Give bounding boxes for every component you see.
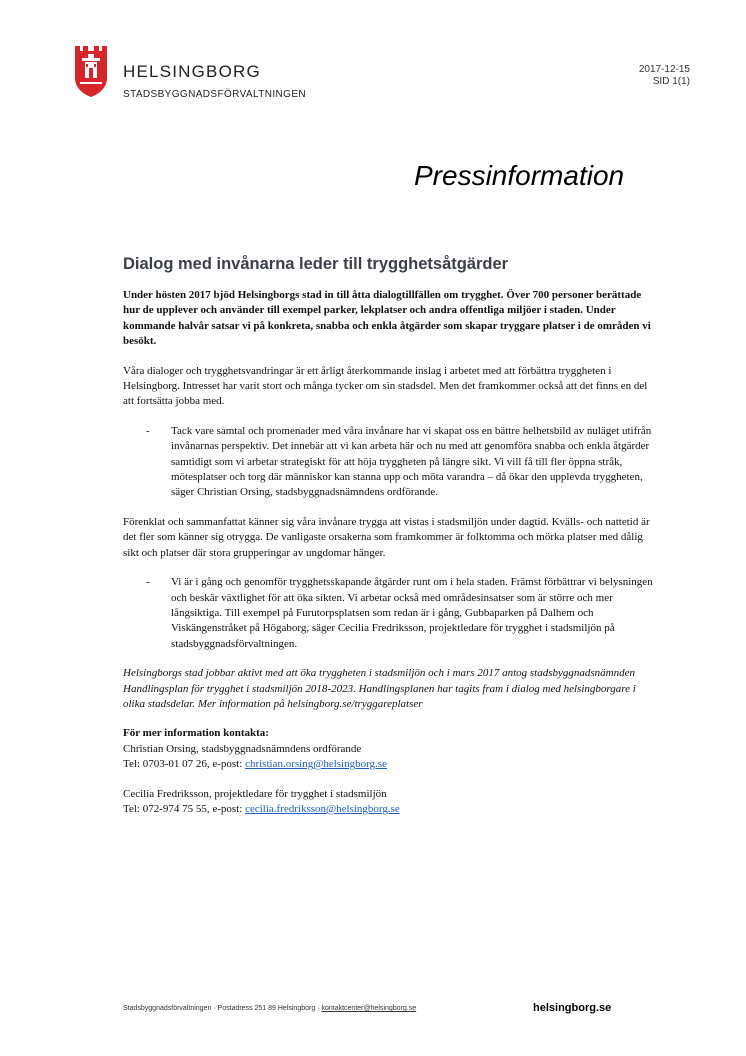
body-paragraph-1: Våra dialoger och trygghetsvandringar är ett årligt återkommande inslag i arbetet med att förbättra tryggheten i Helsingborg. Intresset har varit stort och många tycker om sin stadsdel. Men det framkommer också att det finns en del att fortsätta jobba med. [123, 364, 648, 408]
contact-1-email-link[interactable]: christian.orsing@helsingborg.se [245, 758, 387, 771]
bullet-marker: - [146, 576, 150, 589]
contact-heading: För mer information kontakta: [123, 727, 269, 740]
footer-address-text: Stadsbyggnadsförvaltningen · Postadress 251 89 Helsingborg · [123, 1005, 322, 1012]
footer-website[interactable]: helsingborg.se [533, 1002, 612, 1014]
contact-2-name: Cecilia Fredriksson, projektledare för trygghet i stadsmiljön [123, 787, 387, 800]
body-paragraph-2: Förenklat och sammanfattat känner sig våra invånare trygga att vistas i stadsmiljön under dagtid. Kvälls- och nattetid är det fler som känner sig otrygga. De vanligaste orsakerna som framkommer är folktomma och mörka platser med dålig sikt och platser där stora grupperingar av ungdomar hänger. [123, 515, 650, 559]
document-date: 2017-12-15 [638, 64, 690, 75]
document-meta [639, 64, 690, 88]
contact-1-tel: Tel: 0703-01 07 26, e-post: [123, 758, 246, 771]
footer-address [123, 1005, 416, 1012]
contact-2-email-link[interactable]: cecilia.fredriksson@helsingborg.se [245, 802, 400, 815]
contact-section-2 [123, 787, 653, 818]
contact-2-line [123, 802, 653, 817]
article-body [123, 288, 653, 831]
quote-fredriksson [123, 575, 653, 652]
contact-1-line [123, 757, 653, 772]
department-name: STADSBYGGNADSFÖRVALTNINGEN [123, 89, 307, 100]
bullet-marker: - [146, 424, 150, 437]
contact-1-name: Christian Orsing, stadsbyggnadsnämndens ordförande [123, 742, 362, 755]
contact-section [123, 726, 653, 772]
page-number: SID 1(1) [652, 76, 690, 87]
city-crest-icon [73, 44, 109, 98]
lead-paragraph: Under hösten 2017 bjöd Helsingborgs stad in till åtta dialogtillfällen om trygghet. Över 700 personer berättade hur de upplever och använder till exempel parker, lekplatser och andra offentliga miljöer i staden. Under kommande halvår satsar vi på konkreta, snabba och enkla åtgärder som skapar tryggare platser i de områden vi besökt. [123, 289, 651, 348]
italic-note: Helsingborgs stad jobbar aktivt med att öka tryggheten i stadsmiljön och i mars 2017 antog stadsbyggnadsnämnden Handlingsplan för trygghet i stadsmiljön 2018-2023. Handlingsplanen har tagits fram i dialog med helsingborgare i olika stadsdelar. Mer information på helsingborg.se/tryggareplatser [123, 667, 636, 710]
footer-email-link[interactable]: kontaktcenter@helsingborg.se [321, 1005, 417, 1012]
org-name: HELSINGBORG [123, 62, 261, 81]
quote-text: Vi är i gång och genomför trygghetsskapande åtgärder runt om i hela staden. Främst förbättrar vi belysningen och beskär växtlighet för att öka sikten. Vi arbetar också med områdesinsatser som är större och mer långsiktiga. Till exempel på Furutorpsplatsen som redan är i gång, Gubbaparken på Dalhem och Viskängenstråket på Högaborg, säger Cecilia Fredriksson, projektledare för trygghet i stadsmiljön på stadsbyggnadsförvaltningen. [171, 576, 653, 650]
quote-text: Tack vare samtal och promenader med våra invånare har vi skapat oss en bättre helhetsbild av nuläget utifrån invånarnas perspektiv. Det innebär att vi kan arbeta här och nu med att genomföra snabba och enkla åtgärder samtidigt som vi arbetar strategiskt för att höja tryggheten på längre sikt. Vi vill få till fler öppna stråk, mötesplatser och torg där människor kan stanna upp och möta varandra – då ökar den upplevda tryggheten, säger Christian Orsing, stadsbyggnadsnämndens ordförande. [171, 424, 652, 499]
headline: Dialog med invånarna leder till trygghetsåtgärder [123, 255, 509, 273]
contact-2-tel: Tel: 072-974 75 55, e-post: [123, 802, 246, 815]
quote-orsing [123, 424, 653, 501]
document-type-title: Pressinformation [414, 160, 625, 191]
